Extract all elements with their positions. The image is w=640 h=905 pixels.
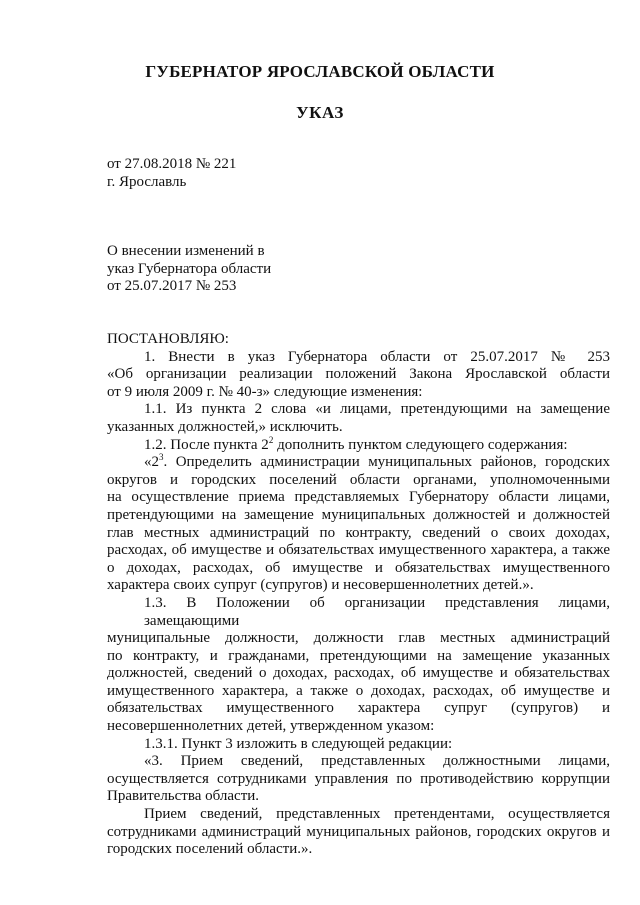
body-line: претендующими на замещение муниципальных должностей и должностей — [107, 506, 610, 523]
decree-word: ПОСТАНОВЛЯЮ: — [107, 331, 229, 347]
body-line: 1.1. Из пункта 2 слова «и лицами, претендующими на замещение — [144, 401, 610, 418]
body-line: от 9 июля 2009 г. № 40-з» следующие изменения: — [107, 383, 423, 400]
body-line: «$2^3$. Определить администрации муниципальных районов, городских — [144, 452, 610, 471]
body-line: указанных должностей,» исключить. — [107, 418, 343, 435]
body-line: глав местных администраций по контракту, сведений о своих доходах, — [107, 524, 610, 541]
body-line: Правительства области. — [107, 788, 260, 805]
body-line: муниципальные должности, должности глав местных администраций — [107, 630, 610, 647]
body-line: обязательствах имущественного характера супруг (супругов) и — [107, 700, 610, 717]
issuer-title: ГУБЕРНАТОР ЯРОСЛАВСКОЙ ОБЛАСТИ — [145, 62, 495, 81]
body-line: о доходах, расходах, об имуществе и обязательствах имущественного — [107, 559, 610, 576]
document-meta — [107, 156, 236, 191]
body-line: осуществляется сотрудниками управления по противодействию коррупции — [107, 770, 610, 787]
body-line: должностей, сведений о доходах, расходах, об имуществе и обязательствах — [107, 665, 610, 682]
subject-line: указ Губернатора области — [107, 260, 272, 277]
body-line: сотрудниками администраций муниципальных районов, городских округов и — [107, 823, 610, 840]
date-number: от 27.08.2018 № 221 — [107, 156, 237, 172]
body-line: на осуществление приема представляемых Губернатору области лицами, — [107, 489, 610, 506]
subject-line: от 25.07.2017 № 253 — [107, 278, 237, 295]
document-body — [107, 331, 610, 859]
body-line: городских поселений области.». — [107, 841, 313, 858]
body-line: 1.3. В Положении об организации представления лицами, замещающими — [144, 594, 610, 629]
city: г. Ярославль — [107, 173, 187, 190]
body-line: расходах, об имуществе и обязательствах имущественного характера, а также — [107, 542, 610, 559]
superscript: 3 — [159, 452, 164, 463]
body-line: 1. Внести в указ Губернатора области от 25.07.2017 № 253 — [144, 348, 610, 365]
superscript: 2 — [268, 434, 274, 445]
body-line: «3. Прием сведений, представленных должностными лицами, — [144, 753, 610, 770]
body-line: округов и городских поселений области органами, уполномоченными — [107, 471, 610, 488]
body-line: Прием сведений, представленных претендентами, осуществляется — [144, 806, 610, 823]
body-line: 1.2. После пункта $2^2$ дополнить пунктом следующего содержания: — [144, 434, 568, 453]
body-line: имущественного характера, а также о доходах, расходах, об имуществе и — [107, 682, 610, 699]
body-line: «Об организации реализации положений Закона Ярославской области — [107, 366, 610, 383]
body-line: несовершеннолетних детей, утвержденном указом: — [107, 718, 435, 735]
document-type: УКАЗ — [296, 103, 344, 122]
body-line: по контракту, и гражданами, претендующими на замещение указанных — [107, 647, 610, 664]
document-subject — [107, 243, 271, 296]
subject-line: О внесении изменений в — [107, 243, 265, 259]
body-line: характера своих супруг (супругов) и несовершеннолетних детей.». — [107, 577, 534, 594]
body-line: 1.3.1. Пункт 3 изложить в следующей редакции: — [144, 735, 453, 752]
